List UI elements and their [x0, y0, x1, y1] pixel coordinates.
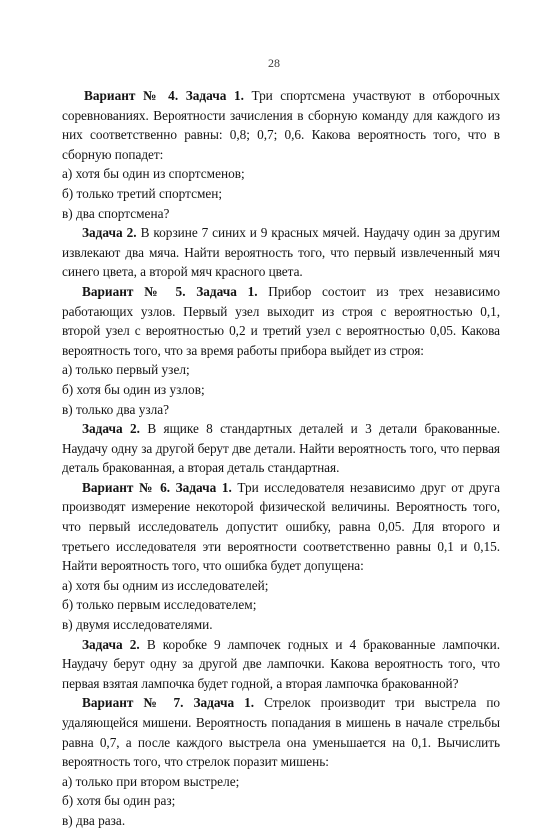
variant-4-task-1-item-c: в) два спортсмена? — [62, 205, 170, 221]
variant-5-task-2 — [62, 419, 500, 478]
variant-4-task-2 — [62, 223, 500, 282]
variant-4-task-1 — [62, 86, 500, 164]
variant-4-task-2-text: В корзине 7 синих и 9 красных мячей. Наудачу один за другим извлекают два мяча. Найти вероятность того, что первый извлеченный мяч синего цвета, а второй мяч красного цвета. — [62, 225, 500, 280]
variant-7-task-1-item-a: а) только при втором выстреле; — [62, 773, 240, 789]
variant-6-task-2-heading: Задача 2. — [82, 636, 140, 652]
variant-5-task-2-text: В ящике 8 стандартных деталей и 3 детали бракованные. Наудачу одну за другой берут две детали. Найти вероятность того, что первая деталь бракованная, а вторая деталь стандартная. — [62, 421, 500, 476]
variant-5-task-1-heading: Вариант № 5. Задача 1. — [82, 283, 258, 299]
variant-5-task-1-item-b: б) хотя бы один из узлов; — [62, 381, 205, 397]
variant-7-task-1-item-b: б) хотя бы один раз; — [62, 793, 176, 809]
variant-6-task-2-text: В коробке 9 лампочек годных и 4 бракованные лампочки. Наудачу берут одну за другой две лампочки. Какова вероятность того, что первая взятая лампочка будет годной, а вторая лампочка бракованной? — [62, 636, 500, 691]
variant-4-task-2-heading: Задача 2. — [82, 225, 137, 241]
variant-7-task-1-heading: Вариант № 7. Задача 1. — [82, 695, 255, 711]
variant-7-task-1 — [62, 693, 500, 771]
variant-4-task-1-heading: Вариант № 4. Задача 1. — [84, 88, 244, 103]
variant-5-task-2-heading: Задача 2. — [82, 421, 141, 437]
variant-5-task-1-item-a: а) только первый узел; — [62, 362, 190, 378]
variant-6-task-1-item-c: в) двумя исследователями. — [62, 617, 213, 633]
variant-4-task-1-item-b: б) только третий спортсмен; — [62, 185, 223, 201]
variant-6-task-1-text: Три исследователя независимо друг от друга производят измерение некоторой физической величины. Вероятность того, что первый исследователь допустит ошибку, равна 0,05. Для второго и третьего исследователя эти вероятности соответственно равны 0,1 и 0,15. Найти вероятность того, что ошибка будет допущена: — [62, 479, 500, 574]
variant-7-task-1-item-c: в) два раза. — [62, 812, 126, 828]
page-content — [62, 86, 500, 831]
variant-6-task-1 — [62, 478, 500, 576]
variant-5-task-1-text: Прибор состоит из трех независимо работающих узлов. Первый узел выходит из строя с вероятностью 0,1, второй узел с вероятностью 0,2 и третий узел с вероятностью 0,05. Какова вероятность того, что за время работы прибора выйдет из строя: — [62, 283, 500, 358]
variant-4-task-1-text: Три спортсмена участвуют в отборочных соревнованиях. Вероятности зачисления в сборную команду для каждого из них соответственно равны: 0,8; 0,7; 0,6. Какова вероятность того, что в сборную попадет: — [62, 88, 500, 162]
variant-6-task-1-item-b: б) только первым исследователем; — [62, 597, 257, 613]
variant-4-task-1-item-a: а) хотя бы один из спортсменов; — [62, 166, 245, 182]
variant-5-task-1 — [62, 282, 500, 360]
variant-6-task-1-heading: Вариант № 6. Задача 1. — [82, 479, 232, 495]
variant-7-task-1-text: Стрелок производит три выстрела по удаляющейся мишени. Вероятность попадания в мишень в начале стрельбы равна 0,7, а после каждого выстрела она уменьшается на 0,1. Вычислить вероятность того, что стрелок поразит мишень: — [62, 695, 500, 770]
variant-6-task-2 — [62, 635, 500, 694]
page-number: 28 — [268, 56, 280, 70]
variant-6-task-1-item-a: а) хотя бы одним из исследователей; — [62, 577, 269, 593]
variant-5-task-1-item-c: в) только два узла? — [62, 401, 170, 417]
